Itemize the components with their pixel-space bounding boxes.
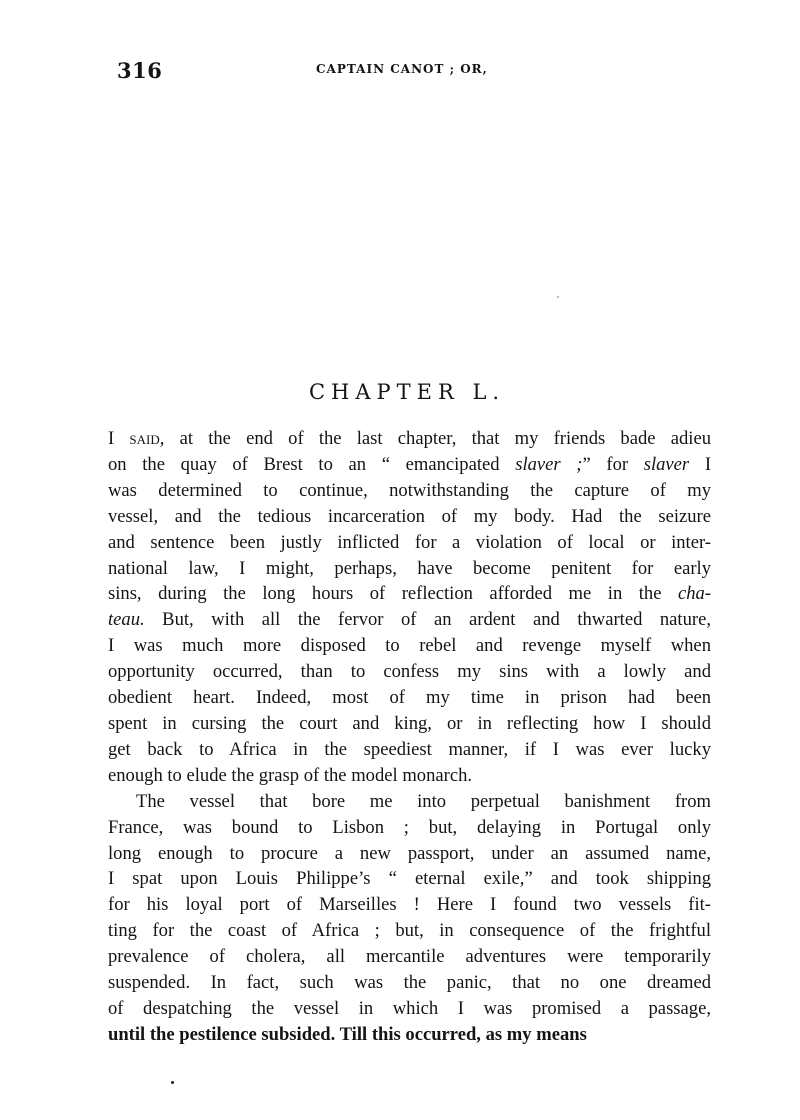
text-run: I	[108, 428, 130, 449]
text-run: get back to Africa in the speediest manner, if I was ever lucky	[108, 738, 711, 760]
italic-text: cha-	[677, 583, 711, 605]
text-line	[108, 530, 711, 556]
text-line	[108, 426, 711, 452]
text-run: I spat upon Louis Philippe’s “ eternal exile,” and took shipping	[108, 868, 711, 890]
print-speck	[171, 1081, 174, 1084]
text-run: prevalence of cholera, all mercantile adventures were temporarily	[108, 946, 711, 968]
text-run: I was much more disposed to rebel and revenge myself when	[108, 635, 711, 657]
text-line	[108, 970, 711, 996]
paragraph	[108, 426, 711, 789]
text-run: ting for the coast of Africa ; but, in consequence of the frightful	[108, 920, 711, 942]
text-line	[108, 711, 711, 737]
text-run: on the quay of Brest to an “ emancipated	[108, 453, 516, 475]
text-run: obedient heart. Indeed, most of my time in prison had been	[108, 687, 711, 709]
text-line	[108, 478, 711, 504]
text-run: But, with all the fervor of an ardent and thwarted nature,	[144, 609, 711, 631]
text-line	[108, 685, 711, 711]
paragraph	[108, 789, 711, 1048]
text-line	[108, 1022, 711, 1048]
text-line	[108, 815, 711, 841]
text-line	[108, 504, 711, 530]
text-line	[108, 556, 711, 582]
text-line	[108, 841, 711, 867]
text-run: suspended. In fact, such was the panic, that no one dreamed	[108, 972, 711, 994]
text-line	[108, 996, 711, 1022]
text-run: ” for	[582, 453, 644, 475]
text-line	[108, 789, 711, 815]
body-text	[108, 426, 711, 1048]
text-line	[108, 737, 711, 763]
italic-text: slaver	[643, 453, 690, 475]
chapter-title: CHAPTER L.	[308, 380, 506, 405]
text-run: The vessel that bore me into perpetual banishment from	[136, 790, 711, 812]
text-run: vessel, and the tedious incarceration of my body. Had the seizure	[108, 505, 711, 527]
text-line	[108, 633, 711, 659]
italic-text: teau.	[108, 609, 145, 631]
text-line	[108, 918, 711, 944]
text-line	[108, 866, 711, 892]
text-line	[108, 581, 711, 607]
italic-text: slaver ;	[515, 453, 583, 475]
text-line	[108, 452, 711, 478]
text-line	[108, 659, 711, 685]
text-run: , at the end of the last chapter, that my friends bade adieu	[159, 428, 711, 449]
text-line	[108, 944, 711, 970]
text-run: opportunity occurred, than to confess my sins with a lowly and	[108, 661, 711, 683]
text-run: long enough to procure a new passport, under an assumed name,	[108, 842, 711, 864]
small-caps-text: said	[129, 428, 160, 449]
page-number: 316	[117, 58, 163, 83]
text-run: spent in cursing the court and king, or in reflecting how I should	[108, 712, 711, 734]
running-head: CAPTAIN CANOT ; OR,	[316, 62, 488, 76]
text-run: and sentence been justly inflicted for a violation of local or inter-	[108, 531, 711, 553]
bold-text: until the pestilence subsided. Till this occurred, as my means	[108, 1023, 587, 1045]
text-run: sins, during the long hours of reflection afforded me in the	[108, 583, 678, 605]
text-run: enough to elude the grasp of the model monarch.	[108, 764, 473, 786]
text-run: for his loyal port of Marseilles ! Here I found two vessels fit-	[108, 894, 711, 916]
text-line	[108, 892, 711, 918]
text-run: national law, I might, perhaps, have become penitent for early	[108, 557, 711, 579]
text-line	[108, 763, 711, 789]
text-run: France, was bound to Lisbon ; but, delaying in Portugal only	[108, 816, 711, 838]
text-run: I	[689, 453, 712, 475]
text-run: of despatching the vessel in which I was promised a passage,	[108, 997, 711, 1019]
text-line	[108, 607, 711, 633]
print-speck	[557, 296, 559, 298]
text-run: was determined to continue, notwithstanding the capture of my	[108, 479, 711, 501]
